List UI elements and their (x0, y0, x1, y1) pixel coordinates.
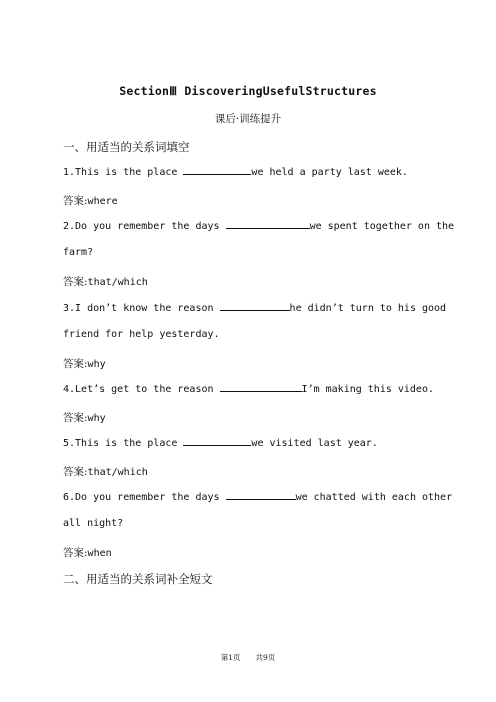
answer-3 (63, 356, 106, 371)
answer-label: 答案: (63, 412, 88, 424)
question-3-text-cont: friend for help yesterday. (63, 329, 220, 340)
page-footer: 第1页 共9页 (220, 653, 276, 662)
answer-value: that/which (87, 467, 148, 478)
answer-value: why (87, 359, 106, 370)
page-title: SectionⅢ DiscoveringUsefulStructures (119, 84, 377, 98)
question-5-text: 5.This is the place (63, 438, 184, 449)
question-3 (63, 296, 447, 348)
question-6-text-cont: all night? (63, 518, 124, 529)
answer-value: when (87, 548, 112, 559)
question-6-text: 6.Do you remember the days (63, 492, 226, 503)
answer-2 (63, 274, 148, 289)
question-4-text: 4.Let’s get to the reason (63, 384, 220, 395)
question-2-text-cont: farm? (63, 247, 94, 258)
section-heading-2: 二、用适当的关系词补全短文 (63, 572, 213, 586)
answer-blank (183, 162, 251, 175)
question-3-text-after: he didn’t turn to his good (289, 303, 447, 314)
question-2-text: 2.Do you remember the days (63, 221, 226, 232)
question-4 (63, 377, 435, 403)
answer-1 (63, 193, 118, 208)
answer-4 (63, 410, 106, 425)
answer-label: 答案: (63, 358, 88, 370)
answer-6 (63, 545, 112, 560)
page-subtitle: 课后·训练提升 (214, 113, 282, 125)
question-5-text-after: we visited last year. (251, 438, 378, 449)
question-6 (63, 485, 453, 537)
answer-5 (63, 464, 148, 479)
question-6-text-after: we chatted with each other (295, 492, 453, 503)
answer-label: 答案: (63, 195, 88, 207)
answer-value: where (87, 196, 118, 207)
question-1-text-after: we held a party last week. (251, 167, 408, 178)
section-heading-1: 一、用适当的关系词填空 (63, 140, 190, 154)
answer-value: why (87, 413, 106, 424)
answer-value: that/which (87, 277, 148, 288)
question-1 (63, 160, 435, 186)
question-2 (63, 214, 455, 266)
answer-label: 答案: (63, 547, 88, 559)
question-5 (63, 431, 435, 457)
question-3-text: 3.I don’t know the reason (63, 303, 220, 314)
answer-blank (183, 433, 251, 446)
answer-blank (220, 298, 290, 311)
question-2-text-after: we spent together on the (309, 221, 455, 232)
question-4-text-after: I’m making this video. (301, 384, 434, 395)
answer-blank (226, 216, 310, 229)
answer-label: 答案: (63, 466, 88, 478)
answer-blank (226, 487, 296, 500)
question-1-text: 1.This is the place (63, 167, 184, 178)
answer-label: 答案: (63, 276, 88, 288)
answer-blank (220, 379, 302, 392)
